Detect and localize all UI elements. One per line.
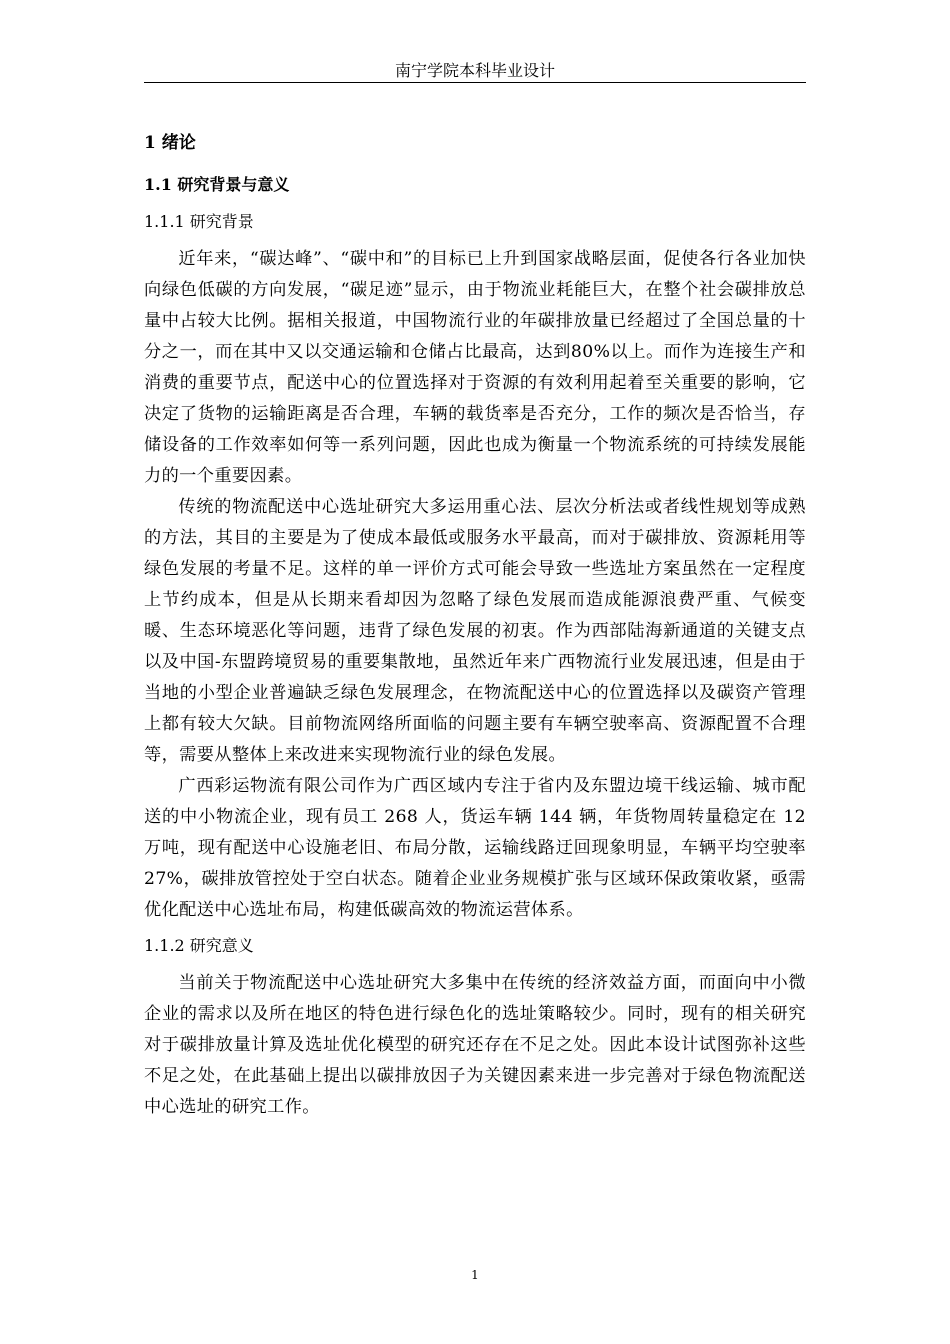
page-number: 1 [471, 1268, 479, 1282]
subsection-heading-background: 1.1.1 研究背景 [144, 212, 254, 231]
header-divider [144, 82, 806, 83]
document-body [144, 124, 806, 1123]
page-header: 南宁学院本科毕业设计 [394, 61, 555, 80]
paragraph: 传统的物流配送中心选址研究大多运用重心法、层次分析法或者线性规划等成熟的方法，其目的主要是为了使成本最低或服务水平最高，而对于碳排放、资源耗用等绿色发展的考量不足。这样的单一评价方式可能会导致一些选址方案虽然在一定程度上节约成本，但是从长期来看却因为忽略了绿色发展而造成能源浪费严重、气候变暖、生态环境恶化等问题，违背了绿色发展的初衷。作为西部陆海新通道的关键支点以及中国-东盟跨境贸易的重要集散地，虽然近年来广西物流行业发展迅速，但是由于当地的小型企业普遍缺乏绿色发展理念，在物流配送中心的位置选择以及碳资产管理上都有较大欠缺。目前物流网络所面临的问题主要有车辆空驶率高、资源配置不合理等，需要从整体上来改进来实现物流行业的绿色发展。 [144, 497, 806, 765]
subsection-heading-significance: 1.1.2 研究意义 [144, 936, 254, 955]
paragraph: 近年来，“碳达峰”、“碳中和”的目标已上升到国家战略层面，促使各行各业加快向绿色低碳的方向发展，“碳足迹”显示，由于物流业耗能巨大，在整个社会碳排放总量中占较大比例。据相关报道，中国物流行业的年碳排放量已经超过了全国总量的十分之一，而在其中又以交通运输和仓储占比最高，达到80%以上。而作为连接生产和消费的重要节点，配送中心的位置选择对于资源的有效利用起着至关重要的影响，它决定了货物的运输距离是否合理，车辆的载货率是否充分，工作的频次是否恰当，存储设备的工作效率如何等一系列问题，因此也成为衡量一个物流系统的可持续发展能力的一个重要因素。 [144, 249, 806, 486]
paragraph: 广西彩运物流有限公司作为广西区域内专注于省内及东盟边境干线运输、城市配送的中小物流企业，现有员工 268 人，货运车辆 144 辆，年货物周转量稳定在 12 万吨，现有配送中心设施老旧、布局分散，运输线路迂回现象明显，车辆平均空驶率 27%，碳排放管控处于空白状态。随着企业业务规模扩张与区域环保政策收紧，亟需优化配送中心选址布局，构建低碳高效的物流运营体系。 [144, 776, 806, 920]
section-heading: 1.1 研究背景与意义 [144, 175, 290, 194]
chapter-heading: 1 绪论 [144, 133, 196, 153]
paragraph: 当前关于物流配送中心选址研究大多集中在传统的经济效益方面，而面向中小微企业的需求以及所在地区的特色进行绿色化的选址策略较少。同时，现有的相关研究对于碳排放量计算及选址优化模型的研究还存在不足之处。因此本设计试图弥补这些不足之处，在此基础上提出以碳排放因子为关键因素来进一步完善对于绿色物流配送中心选址的研究工作。 [144, 973, 806, 1117]
